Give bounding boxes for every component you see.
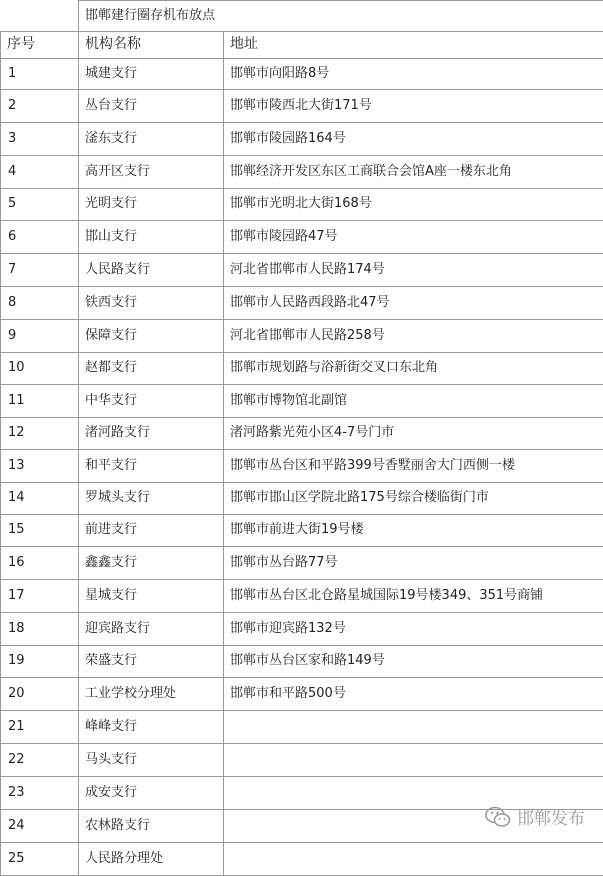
row-index: 23 xyxy=(1,777,79,810)
table-row xyxy=(1,59,603,90)
row-name: 保障支行 xyxy=(79,320,224,353)
table-row xyxy=(1,450,603,483)
watermark-text: 邯郸发布 xyxy=(517,804,585,829)
row-address: 河北省邯郸市人民路258号 xyxy=(224,320,603,353)
table-row xyxy=(1,646,603,678)
table-row xyxy=(1,547,603,580)
row-address: 邯郸市邯山区学院北路175号综合楼临街门市 xyxy=(224,483,603,515)
row-index: 7 xyxy=(1,254,79,287)
row-name: 成安支行 xyxy=(79,777,224,810)
table-row xyxy=(1,678,603,711)
row-index: 10 xyxy=(1,353,79,385)
row-index: 9 xyxy=(1,320,79,353)
row-index: 3 xyxy=(1,123,79,156)
title-row xyxy=(1,1,603,32)
table-row xyxy=(1,254,603,287)
table-row xyxy=(1,189,603,221)
row-address: 邯郸市陵西北大街171号 xyxy=(224,90,603,123)
row-address: 邯郸市迎宾路132号 xyxy=(224,613,603,646)
row-name: 邯山支行 xyxy=(79,221,224,254)
row-name: 中华支行 xyxy=(79,385,224,418)
row-name: 峰峰支行 xyxy=(79,711,224,744)
table-row xyxy=(1,90,603,123)
row-index: 8 xyxy=(1,287,79,320)
row-name: 丛台支行 xyxy=(79,90,224,123)
row-index: 4 xyxy=(1,156,79,189)
row-address: 邯郸市陵园路47号 xyxy=(224,221,603,254)
row-name: 鑫鑫支行 xyxy=(79,547,224,580)
row-address: 邯郸市博物馆北副馆 xyxy=(224,385,603,418)
header-address: 地址 xyxy=(224,32,603,59)
table-row xyxy=(1,385,603,418)
row-address: 邯郸市丛台区北仓路星城国际19号楼349、351号商铺 xyxy=(224,580,603,613)
row-address: 邯郸市和平路500号 xyxy=(224,678,603,711)
table-row xyxy=(1,744,603,777)
row-name: 人民路支行 xyxy=(79,254,224,287)
row-address xyxy=(224,843,603,876)
row-index: 18 xyxy=(1,613,79,646)
table-row xyxy=(1,156,603,189)
header-index: 序号 xyxy=(1,32,79,59)
row-index: 16 xyxy=(1,547,79,580)
table-title: 邯郸建行圈存机布放点 xyxy=(79,1,603,32)
row-index: 13 xyxy=(1,450,79,483)
row-address: 邯郸市人民路西段路北47号 xyxy=(224,287,603,320)
row-name: 前进支行 xyxy=(79,515,224,547)
row-name: 赵都支行 xyxy=(79,353,224,385)
table-row xyxy=(1,515,603,547)
row-index: 19 xyxy=(1,646,79,678)
header-name: 机构名称 xyxy=(79,32,224,59)
row-index: 6 xyxy=(1,221,79,254)
row-name: 渚河路支行 xyxy=(79,418,224,450)
table-row xyxy=(1,287,603,320)
row-address: 邯郸市陵园路164号 xyxy=(224,123,603,156)
row-address: 渚河路紫光苑小区4-7号门市 xyxy=(224,418,603,450)
header-row xyxy=(1,32,603,59)
row-index: 22 xyxy=(1,744,79,777)
row-address: 邯郸市丛台路77号 xyxy=(224,547,603,580)
table-row xyxy=(1,580,603,613)
table-row xyxy=(1,418,603,450)
row-index: 20 xyxy=(1,678,79,711)
table-row xyxy=(1,123,603,156)
row-address xyxy=(224,744,603,777)
row-index: 21 xyxy=(1,711,79,744)
table-row xyxy=(1,483,603,515)
row-address: 邯郸市丛台区家和路149号 xyxy=(224,646,603,678)
row-name: 高开区支行 xyxy=(79,156,224,189)
table-row xyxy=(1,711,603,744)
row-index: 14 xyxy=(1,483,79,515)
row-name: 农林路支行 xyxy=(79,810,224,843)
row-name: 铁西支行 xyxy=(79,287,224,320)
row-address: 邯郸市光明北大街168号 xyxy=(224,189,603,221)
row-index: 25 xyxy=(1,843,79,876)
row-index: 2 xyxy=(1,90,79,123)
row-index: 11 xyxy=(1,385,79,418)
row-address: 邯郸市丛台区和平路399号香墅丽舍大门西侧一楼 xyxy=(224,450,603,483)
row-name: 人民路分理处 xyxy=(79,843,224,876)
row-index: 12 xyxy=(1,418,79,450)
table-row xyxy=(1,843,603,876)
wechat-icon xyxy=(485,806,511,828)
table-row xyxy=(1,221,603,254)
row-name: 罗城头支行 xyxy=(79,483,224,515)
row-address: 邯郸市向阳路8号 xyxy=(224,59,603,90)
row-name: 马头支行 xyxy=(79,744,224,777)
table-row xyxy=(1,320,603,353)
row-index: 15 xyxy=(1,515,79,547)
row-address: 邯郸市前进大街19号楼 xyxy=(224,515,603,547)
row-address: 邯郸经济开发区东区工商联合会馆A座一楼东北角 xyxy=(224,156,603,189)
watermark xyxy=(485,804,585,829)
row-name: 荣盛支行 xyxy=(79,646,224,678)
row-name: 和平支行 xyxy=(79,450,224,483)
table-row xyxy=(1,353,603,385)
row-index: 1 xyxy=(1,59,79,90)
row-name: 星城支行 xyxy=(79,580,224,613)
row-name: 滏东支行 xyxy=(79,123,224,156)
row-index: 17 xyxy=(1,580,79,613)
row-address: 邯郸市规划路与浴新街交叉口东北角 xyxy=(224,353,603,385)
row-index: 5 xyxy=(1,189,79,221)
row-address: 河北省邯郸市人民路174号 xyxy=(224,254,603,287)
row-index: 24 xyxy=(1,810,79,843)
table-row xyxy=(1,613,603,646)
row-address xyxy=(224,711,603,744)
row-name: 光明支行 xyxy=(79,189,224,221)
title-spacer-cell xyxy=(1,1,79,32)
row-name: 城建支行 xyxy=(79,59,224,90)
row-name: 工业学校分理处 xyxy=(79,678,224,711)
row-name: 迎宾路支行 xyxy=(79,613,224,646)
